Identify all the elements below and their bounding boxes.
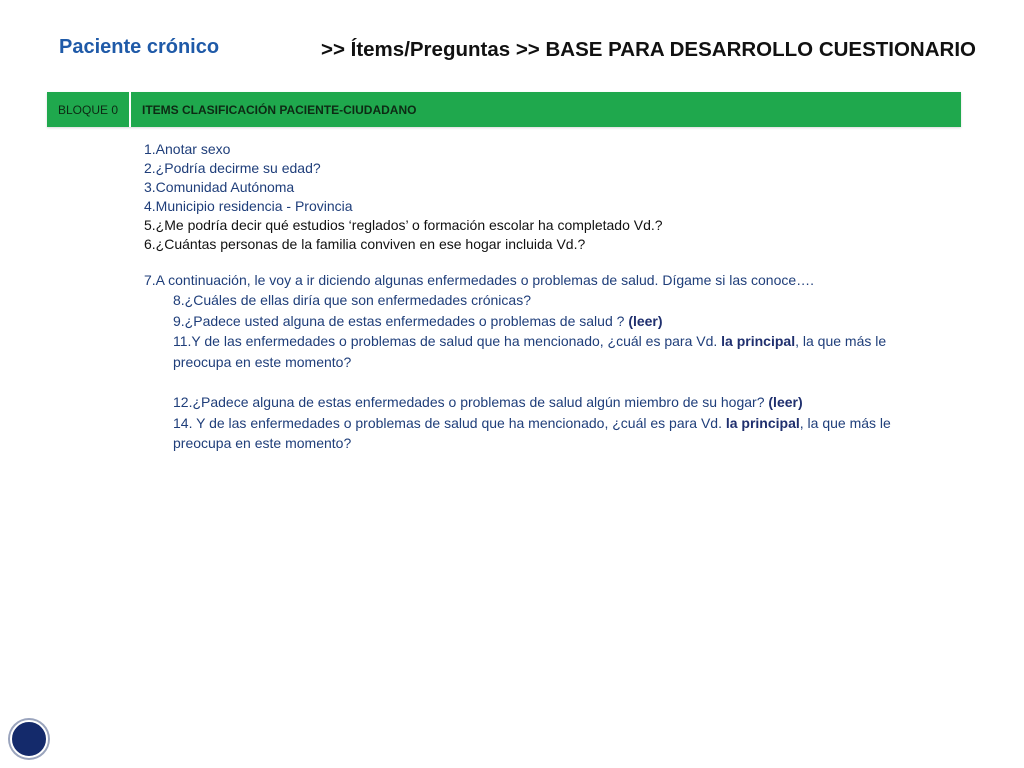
question-item: 4.Municipio residencia - Provincia <box>144 198 353 214</box>
question-item: 5.¿Me podría decir qué estudios ‘reglados’ o formación escolar ha completado Vd.? <box>144 217 663 233</box>
question-emphasis: (leer) <box>768 394 803 410</box>
question-item: 1.Anotar sexo <box>144 141 231 157</box>
question-item: 7.A continuación, le voy a ir diciendo algunas enfermedades o problemas de salud. Dígame si las conoce…. <box>144 272 815 288</box>
question-item: 6.¿Cuántas personas de la familia conviven en ese hogar incluida Vd.? <box>144 236 586 252</box>
question-text: 9.¿Padece usted alguna de estas enfermedades o problemas de salud ? <box>173 312 629 329</box>
question-text: 11.Y de las enfermedades o problemas de salud que ha mencionado, ¿cuál es para Vd. <box>173 333 722 349</box>
question-text: , la que más le preocupa en este momento? <box>173 414 891 451</box>
question-subitem <box>144 311 924 332</box>
slide-title: >> Ítems/Preguntas >> BASE PARA DESARROLLO CUESTIONARIO <box>321 38 976 61</box>
question-subitem: 8.¿Cuáles de ellas diría que son enfermedades crónicas? <box>173 292 531 308</box>
question-emphasis: la principal <box>721 333 796 349</box>
question-subitem <box>144 331 924 372</box>
question-item: 3.Comunidad Autónoma <box>144 179 295 195</box>
navigation-button[interactable] <box>10 720 48 758</box>
question-emphasis: la principal <box>725 414 800 431</box>
question-text: , la que más le preocupa en este momento? <box>173 333 887 370</box>
question-text: 12.¿Padece alguna de estas enfermedades o problemas de salud algún miembro de su hogar? <box>173 394 769 410</box>
spacer <box>144 372 924 392</box>
block-id: BLOQUE 0 <box>47 92 131 127</box>
question-text: 14. Y de las enfermedades o problemas de salud que ha mencionado, ¿cuál es para Vd. <box>173 414 726 431</box>
question-emphasis: (leer) <box>628 312 663 329</box>
question-subitem <box>144 392 924 413</box>
question-subitem <box>144 413 924 454</box>
block-header-bar <box>47 92 961 127</box>
question-list <box>144 140 924 454</box>
question-item: 2.¿Podría decirme su edad? <box>144 160 321 176</box>
section-title: Paciente crónico <box>59 36 220 58</box>
spacer <box>144 254 924 271</box>
block-name: ITEMS CLASIFICACIÓN PACIENTE-CIUDADANO <box>142 102 417 117</box>
